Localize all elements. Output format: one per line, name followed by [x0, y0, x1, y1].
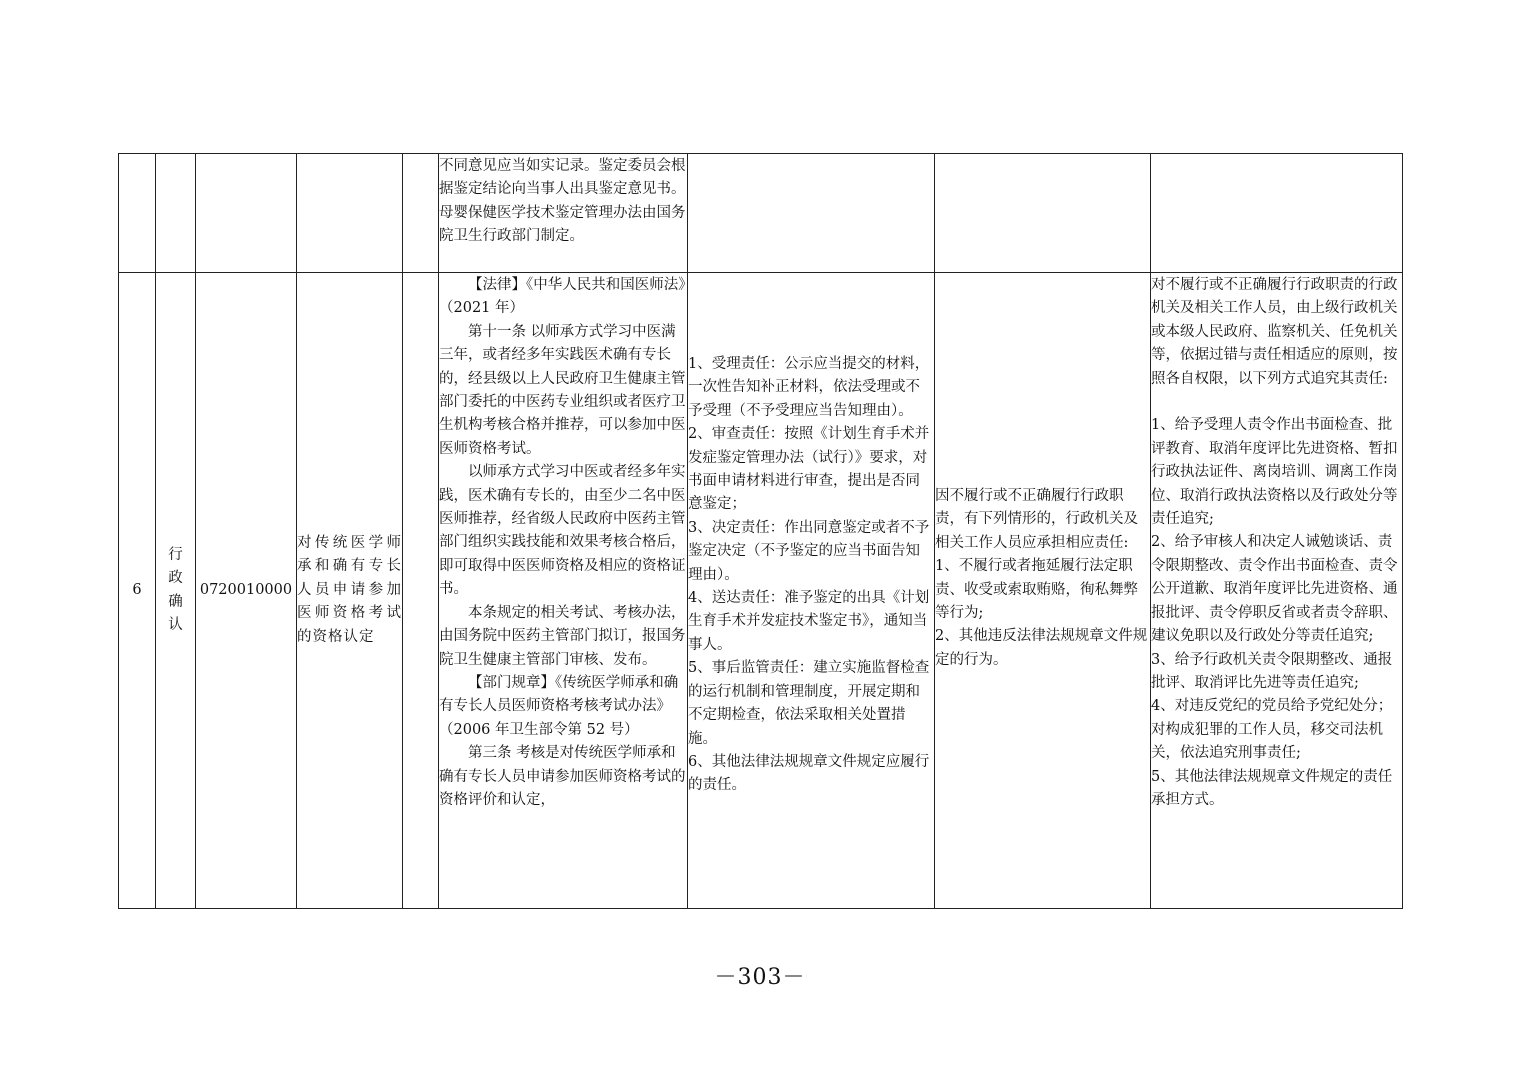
- power-list-table: [118, 153, 1403, 909]
- row-category: 行 政 确 认: [156, 273, 196, 909]
- basis-paragraph-3: 本条规定的相关考试、考核办法，由国务院中医药主管部门拟订，报国务院卫生健康主管部门审核、发布。: [439, 604, 686, 668]
- row-pursuit: 对不履行或不正确履行行政职责的行政机关及相关工作人员，由上级行政机关或本级人民政府、监察机关、任免机关等，依据过错与责任相适应的原则，按照各自权限，以下列方式追究其责任: 1、给予受理人责令作出书面检查、批评教育、取消年度评比先进资格、暂扣行政执法证件、离岗培训、调离工作岗位、取消行政执法资格以及行政处分等责任追究; 2、给予审核人和决定人诫勉谈话、责令限期整改、责令作出书面检查、责令公开道歉、取消年度评比先进资格、通报批评、责令停职反省或者责令辞职、建议免职以及行政处分等责任追究; 3、给予行政机关责令限期整改、通报批评、取消评比先进等责任追究; 4、对违反党纪的党员给予党纪处分；对构成犯罪的工作人员，移交司法机关，依法追究刑事责任; 5、其他法律法规规章文件规定的责任承担方式。: [1151, 273, 1403, 909]
- row-index: 6: [119, 273, 156, 909]
- basis-regulation-heading: 【部门规章】《传统医学师承和确有专长人员医师资格考核考试办法》（2006 年卫生部令第 52 号）: [439, 674, 679, 738]
- basis-article-11: 第十一条 以师承方式学习中医满三年，或者经多年实践医术确有专长的，经县级以上人民政府卫生健康主管部门委托的中医药专业组织或者医疗卫生机构考核合格并推荐，可以参加中医医师资格考试。: [439, 323, 686, 457]
- row-accountability: 因不履行或不正确履行行政职责，有下列情形的，行政机关及相关工作人员应承担相应责任: 1、不履行或者拖延履行法定职责、收受或索取贿赂，徇私舞弊等行为; 2、其他违反法律法规规章文件规定的行为。: [935, 273, 1151, 909]
- code-cell: [196, 154, 297, 273]
- row-basis: [439, 273, 688, 909]
- sub-item-cell: [403, 154, 439, 273]
- row-item-name: 对传统医学师承和确有专长人员申请参加医师资格考试的资格认定: [297, 273, 403, 909]
- row-sub-item: [403, 273, 439, 909]
- basis-cell: [439, 154, 688, 273]
- index-cell: [119, 154, 156, 273]
- responsibility-cell: [688, 154, 935, 273]
- page-number: －303－: [714, 965, 806, 990]
- basis-law-heading: 【法律】《中华人民共和国医师法》（2021 年）: [439, 277, 686, 317]
- pursuit-cell: [1151, 154, 1403, 273]
- table-row-continuation: [119, 154, 1403, 273]
- basis-continuation-text: 不同意见应当如实记录。鉴定委员会根据鉴定结论向当事人出具鉴定意见书。母婴保健医学技术鉴定管理办法由国务院卫生行政部门制定。: [439, 158, 686, 245]
- row-code: 0720010000: [196, 273, 297, 909]
- row-responsibilities: 1、受理责任：公示应当提交的材料，一次性告知补正材料，依法受理或不予受理（不予受理应当告知理由）。 2、审查责任：按照《计划生育手术并发症鉴定管理办法（试行）》要求，对书面申请材料进行审查，提出是否同意鉴定； 3、决定责任：作出同意鉴定或者不予鉴定决定（不予鉴定的应当书面告知理由）。 4、送达责任：准予鉴定的出具《计划生育手术并发症技术鉴定书》，通知当事人。 5、事后监管责任：建立实施监督检查的运行机制和管理制度，开展定期和不定期检查，依法采取相关处置措施。 6、其他法律法规规章文件规定应履行的责任。: [688, 273, 935, 909]
- accountability-cell: [935, 154, 1151, 273]
- basis-paragraph-2: 以师承方式学习中医或者经多年实践，医术确有专长的，由至少二名中医医师推荐，经省级人民政府中医药主管部门组织实践技能和效果考核合格后，即可取得中医医师资格及相应的资格证书。: [439, 464, 686, 598]
- table-row: [119, 273, 1403, 909]
- item-name-cell: [297, 154, 403, 273]
- basis-article-3: 第三条 考核是对传统医学师承和确有专长人员申请参加医师资格考试的资格评价和认定，: [439, 745, 686, 808]
- category-cell: [156, 154, 196, 273]
